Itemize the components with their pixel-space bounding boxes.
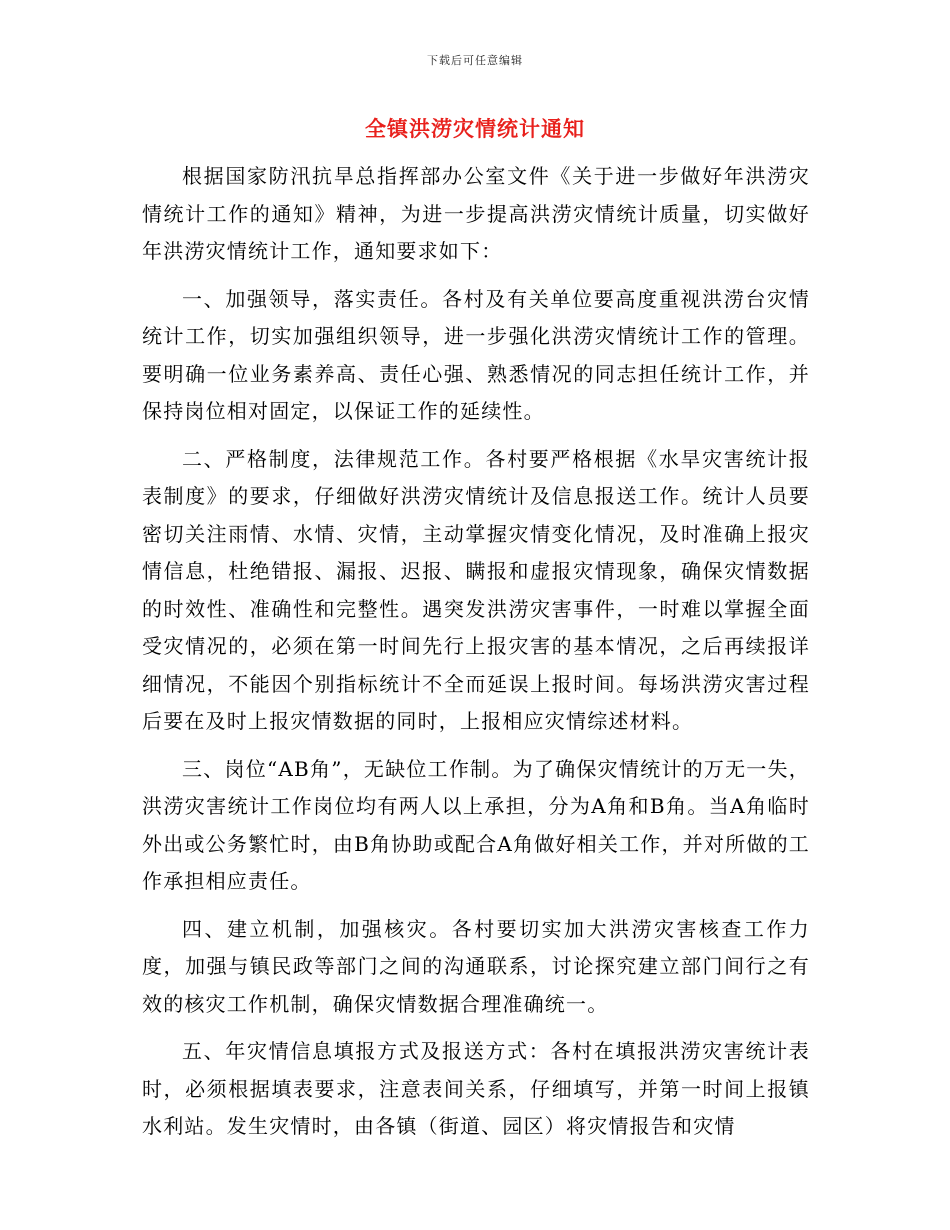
paragraph-section-1: 一、加强领导，落实责任。各村及有关单位要高度重视洪涝台灾情统计工作，切实加强组织领导，进一步强化洪涝灾情统计工作的管理。要明确一位业务素养高、责任心强、熟悉情况的同志担任统计工作，并保持岗位相对固定，以保证工作的延续性。 bbox=[142, 286, 810, 423]
paragraph-section-4: 四、建立机制，加强核灾。各村要切实加大洪涝灾害核查工作力度，加强与镇民政等部门之间的沟通联系，讨论探究建立部门间行之有效的核灾工作机制，确保灾情数据合理准确统一。 bbox=[142, 916, 810, 1016]
document-body bbox=[142, 158, 810, 1156]
document-title: 全镇洪涝灾情统计通知 bbox=[365, 116, 585, 141]
paragraph-section-3: 三、岗位“AB角”，无缺位工作制。为了确保灾情统计的万无一失，洪涝灾害统计工作岗位均有两人以上承担，分为A角和B角。当A角临时外出或公务繁忙时，由B角协助或配合A角做好相关工作，并对所做的工作承担相应责任。 bbox=[142, 756, 810, 893]
page-header: 下载后可任意编辑 bbox=[427, 54, 523, 67]
paragraph-intro: 根据国家防汛抗旱总指挥部办公室文件《关于进一步做好年洪涝灾情统计工作的通知》精神，为进一步提高洪涝灾情统计质量，切实做好年洪涝灾情统计工作，通知要求如下： bbox=[142, 164, 810, 263]
paragraph-section-5: 五、年灾情信息填报方式及报送方式：各村在填报洪涝灾害统计表时，必须根据填表要求，注意表间关系，仔细填写，并第一时间上报镇水利站。发生灾情时，由各镇（街道、园区）将灾情报告和灾情 bbox=[142, 1039, 810, 1138]
paragraph-section-2: 二、严格制度，法律规范工作。各村要严格根据《水旱灾害统计报表制度》的要求，仔细做好洪涝灾情统计及信息报送工作。统计人员要密切关注雨情、水情、灾情，主动掌握灾情变化情况，及时准确上报灾情信息，杜绝错报、漏报、迟报、瞒报和虚报灾情现象，确保灾情数据的时效性、准确性和完整性。遇突发洪涝灾害事件，一时难以掌握全面受灾情况的，必须在第一时间先行上报灾害的基本情况，之后再续报详细情况，不能因个别指标统计不全而延误上报时间。每场洪涝灾害过程后要在及时上报灾情数据的同时，上报相应灾情综述材料。 bbox=[142, 446, 810, 733]
